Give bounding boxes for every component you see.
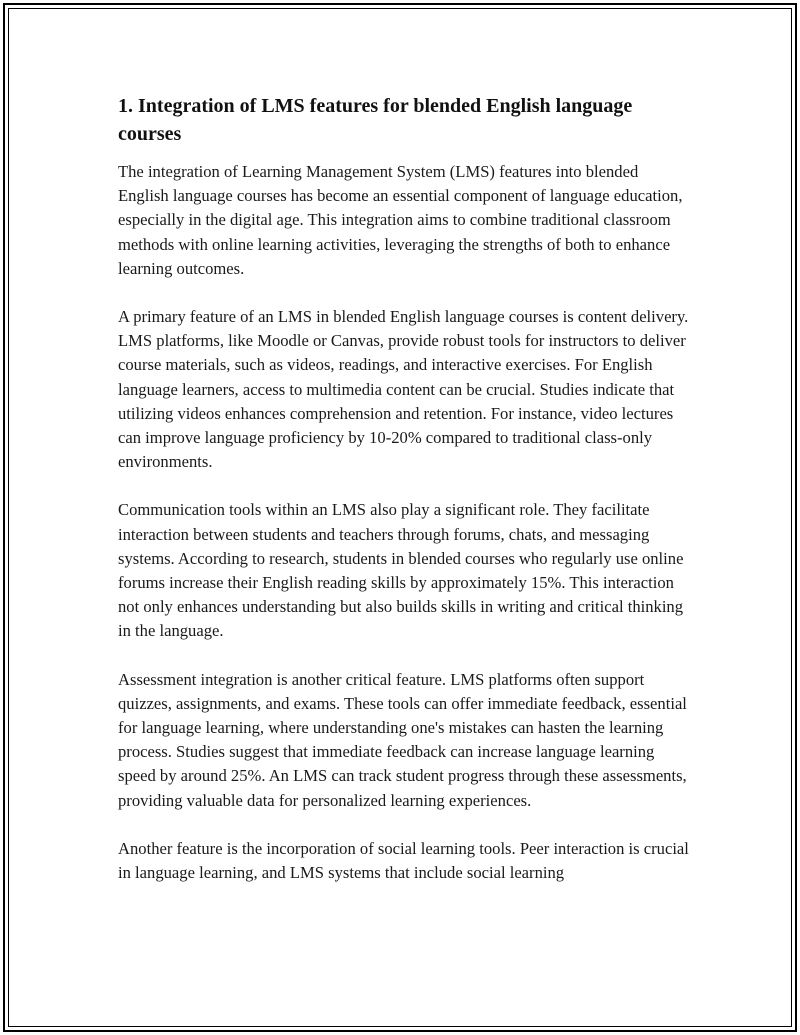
document-body: [118, 92, 690, 909]
paragraph-communication-tools: Communication tools within an LMS also play a significant role. They facilitate interaction between students and teachers through forums, chats, and messaging systems. According to research, students in blended courses who regularly use online forums increase their English reading skills by approximately 15%. This interaction not only enhances understanding but also builds skills in writing and critical thinking in the language.: [118, 500, 684, 641]
paragraph-social-learning: Another feature is the incorporation of social learning tools. Peer interaction is crucial in language learning, and LMS systems that include social learning: [118, 838, 689, 883]
paragraph-assessment: Assessment integration is another critical feature. LMS platforms often support quizzes, assignments, and exams. These tools can offer immediate feedback, essential for language learning, where understanding one's mistakes can hasten the learning process. Studies suggest that immediate feedback can increase language learning speed by around 25%. An LMS can track student progress through these assessments, providing valuable data for personalized learning experiences.: [118, 669, 687, 810]
section-heading: 1. Integration of LMS features for blended English language courses: [118, 95, 633, 145]
paragraph-intro: The integration of Learning Management System (LMS) features into blended English language courses has become an essential component of language education, especially in the digital age. This integration aims to combine traditional classroom methods with online learning activities, leveraging the strengths of both to enhance learning outcomes.: [118, 162, 683, 278]
paragraph-content-delivery: A primary feature of an LMS in blended English language courses is content delivery. LMS platforms, like Moodle or Canvas, provide robust tools for instructors to deliver course materials, such as videos, readings, and interactive exercises. For English language learners, access to multimedia content can be crucial. Studies indicate that utilizing videos enhances comprehension and retention. For instance, video lectures can improve language proficiency by 10-20% compared to traditional class-only environments.: [118, 307, 689, 472]
